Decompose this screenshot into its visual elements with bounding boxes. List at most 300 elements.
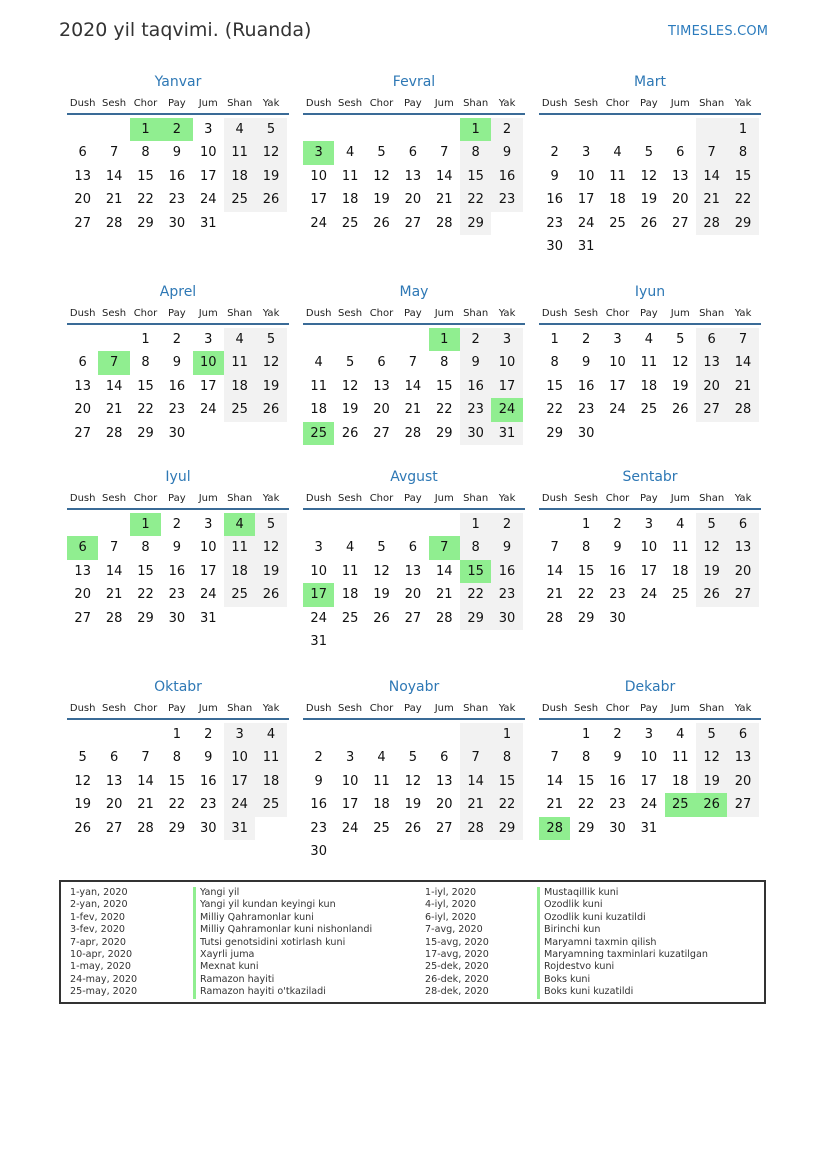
day-grid bbox=[67, 513, 289, 630]
weekday-label: Chor bbox=[133, 493, 158, 504]
day-cell: 20 bbox=[105, 797, 123, 813]
day-cell: 17 bbox=[199, 168, 217, 184]
day-cell: 25 bbox=[341, 215, 359, 231]
day-cell: 15 bbox=[137, 563, 154, 579]
day-cell: 23 bbox=[199, 797, 217, 813]
day-cell: 9 bbox=[204, 750, 213, 766]
day-cell: 6 bbox=[109, 750, 119, 766]
day-cell: 9 bbox=[491, 536, 522, 559]
day-cell: 11 bbox=[640, 355, 658, 371]
month-yanvar bbox=[67, 72, 289, 235]
weekday-label: Jum bbox=[198, 703, 218, 714]
day-cell: 3 bbox=[644, 727, 653, 742]
day-cell: 30 bbox=[609, 820, 626, 836]
empty-cell bbox=[334, 513, 365, 536]
holiday-day-cell: 25 bbox=[303, 422, 334, 445]
day-cell: 29 bbox=[460, 212, 491, 235]
weekday-label: Jum bbox=[434, 703, 454, 714]
day-cell: 8 bbox=[460, 536, 491, 559]
weekday-label: Chor bbox=[369, 98, 394, 109]
weekday-label: Jum bbox=[670, 493, 690, 504]
weekday-label: Pay bbox=[640, 703, 658, 714]
day-cell: 6 bbox=[408, 145, 417, 161]
legend-date: 28-dek, 2020 bbox=[425, 986, 489, 998]
day-cell: 13 bbox=[373, 378, 390, 394]
legend-date: 6-iyl, 2020 bbox=[425, 911, 477, 923]
day-cell: 15 bbox=[577, 563, 595, 579]
day-cell: 20 bbox=[74, 587, 91, 603]
legend-date: 7-avg, 2020 bbox=[425, 924, 483, 936]
day-cell: 26 bbox=[373, 215, 390, 231]
legend-holiday-name: Tutsi genotsidini xotirlash kuni bbox=[193, 937, 372, 949]
day-cell: 24 bbox=[640, 797, 658, 813]
day-cell: 28 bbox=[105, 215, 123, 231]
weekday-label: Sesh bbox=[338, 308, 363, 319]
weekday-label: Yak bbox=[262, 493, 280, 504]
weekday-label: Yak bbox=[498, 98, 516, 109]
empty-cell bbox=[366, 118, 397, 141]
month-name: Noyabr bbox=[388, 679, 440, 695]
legend-holiday-name: Ozodlik kuni kuzatildi bbox=[537, 912, 708, 924]
day-cell: 20 bbox=[671, 192, 689, 208]
weekday-label: Dush bbox=[69, 703, 96, 714]
day-cell: 24 bbox=[310, 215, 327, 231]
month-name: Yanvar bbox=[154, 74, 202, 90]
day-cell: 24 bbox=[341, 820, 359, 836]
day-cell: 20 bbox=[435, 797, 453, 813]
weekday-label: Pay bbox=[168, 308, 186, 319]
day-cell: 27 bbox=[404, 215, 422, 231]
legend-date: 4-iyl, 2020 bbox=[425, 899, 477, 911]
weekday-label: Yak bbox=[734, 98, 752, 109]
empty-cell bbox=[67, 118, 98, 141]
day-cell: 1 bbox=[491, 723, 522, 746]
day-cell: 23 bbox=[168, 192, 186, 208]
day-cell: 31 bbox=[199, 215, 217, 231]
month-name: Iyul bbox=[165, 469, 191, 485]
day-cell: 16 bbox=[546, 192, 563, 208]
weekday-label: Dush bbox=[541, 98, 568, 109]
legend-holiday-name: Xayrli juma bbox=[193, 949, 372, 961]
day-cell: 23 bbox=[168, 402, 186, 418]
weekday-label: Shan bbox=[463, 703, 489, 714]
day-cell: 24 bbox=[609, 402, 626, 418]
day-cell: 8 bbox=[141, 355, 150, 371]
day-cell: 6 bbox=[440, 750, 449, 766]
day-cell: 11 bbox=[671, 540, 689, 556]
day-cell: 22 bbox=[727, 188, 758, 211]
weekday-label: Yak bbox=[734, 493, 752, 504]
day-cell: 6 bbox=[696, 328, 727, 351]
day-cell: 19 bbox=[255, 165, 286, 188]
weekday-label: Shan bbox=[227, 703, 253, 714]
day-cell: 21 bbox=[404, 402, 422, 418]
day-cell: 4 bbox=[255, 723, 286, 746]
day-cell: 14 bbox=[546, 563, 563, 579]
day-cell: 2 bbox=[491, 118, 522, 141]
weekday-label: Dush bbox=[69, 98, 96, 109]
day-cell: 23 bbox=[546, 215, 563, 231]
day-cell: 21 bbox=[137, 797, 154, 813]
weekday-label: Chor bbox=[369, 308, 394, 319]
day-cell: 3 bbox=[224, 723, 255, 746]
month-avgust bbox=[303, 467, 525, 653]
day-cell: 15 bbox=[460, 165, 491, 188]
day-cell: 22 bbox=[435, 402, 453, 418]
legend-holiday-name: Mustaqillik kuni bbox=[537, 887, 708, 899]
weekday-label: Shan bbox=[699, 308, 725, 319]
day-cell: 19 bbox=[373, 192, 390, 208]
weekday-label: Dush bbox=[305, 703, 332, 714]
day-cell: 24 bbox=[577, 215, 595, 231]
day-cell: 9 bbox=[460, 351, 491, 374]
day-cell: 17 bbox=[199, 378, 217, 394]
day-cell: 5 bbox=[78, 750, 87, 766]
day-cell: 5 bbox=[696, 513, 727, 536]
holiday-day-cell: 1 bbox=[429, 328, 460, 351]
day-cell: 22 bbox=[460, 188, 491, 211]
day-cell: 23 bbox=[609, 587, 626, 603]
day-cell: 8 bbox=[172, 750, 181, 766]
weekday-label: Chor bbox=[605, 98, 630, 109]
holiday-day-cell: 15 bbox=[460, 560, 491, 583]
legend-date: 7-apr, 2020 bbox=[70, 936, 126, 948]
day-cell: 27 bbox=[696, 398, 727, 421]
day-cell: 13 bbox=[404, 563, 422, 579]
holiday-day-cell: 3 bbox=[303, 141, 334, 164]
day-cell: 8 bbox=[460, 141, 491, 164]
weekday-label: Shan bbox=[463, 98, 489, 109]
day-cell: 7 bbox=[408, 355, 417, 371]
day-cell: 2 bbox=[172, 517, 181, 532]
day-cell: 13 bbox=[435, 773, 453, 789]
day-cell: 1 bbox=[460, 513, 491, 536]
weekday-header bbox=[67, 97, 289, 115]
day-cell: 28 bbox=[435, 610, 453, 626]
legend-date: 10-apr, 2020 bbox=[70, 948, 133, 960]
holiday-day-cell: 1 bbox=[130, 513, 161, 536]
day-cell: 13 bbox=[105, 773, 123, 789]
day-cell: 4 bbox=[644, 332, 653, 347]
month-name: Mart bbox=[634, 74, 666, 90]
day-cell: 4 bbox=[613, 145, 622, 161]
day-cell: 27 bbox=[74, 215, 91, 231]
day-cell: 9 bbox=[613, 540, 622, 556]
weekday-header bbox=[303, 97, 525, 115]
day-cell: 6 bbox=[727, 723, 758, 746]
day-cell: 6 bbox=[727, 513, 758, 536]
weekday-label: Sesh bbox=[338, 703, 363, 714]
day-cell: 30 bbox=[460, 422, 491, 445]
legend-holiday-name: Boks kuni kuzatildi bbox=[537, 986, 708, 998]
weekday-header bbox=[303, 492, 525, 510]
day-cell: 1 bbox=[727, 118, 758, 141]
weekday-label: Pay bbox=[640, 98, 658, 109]
empty-cell bbox=[602, 118, 633, 141]
weekday-header bbox=[303, 307, 525, 325]
weekday-label: Pay bbox=[168, 98, 186, 109]
day-cell: 13 bbox=[74, 563, 91, 579]
day-cell: 15 bbox=[137, 168, 154, 184]
month-name: Dekabr bbox=[624, 679, 676, 695]
empty-cell bbox=[539, 513, 570, 536]
day-cell: 29 bbox=[137, 425, 154, 441]
weekday-label: Chor bbox=[133, 703, 158, 714]
legend-dates-left bbox=[70, 887, 137, 999]
legend-holiday-name: Ozodlik kuni bbox=[537, 899, 708, 911]
day-cell: 25 bbox=[609, 215, 626, 231]
weekday-label: Jum bbox=[434, 493, 454, 504]
day-cell: 1 bbox=[581, 517, 591, 532]
empty-cell bbox=[570, 118, 601, 141]
day-cell: 23 bbox=[491, 188, 522, 211]
weekday-label: Chor bbox=[133, 308, 158, 319]
month-name: May bbox=[399, 284, 429, 300]
day-cell: 28 bbox=[460, 817, 491, 840]
legend-dates-right bbox=[425, 887, 489, 999]
day-cell: 13 bbox=[74, 378, 91, 394]
legend-date: 17-avg, 2020 bbox=[425, 948, 489, 960]
day-cell: 2 bbox=[613, 517, 622, 532]
day-cell: 4 bbox=[676, 517, 685, 532]
legend-holiday-name: Ramazon hayiti bbox=[193, 974, 372, 986]
weekday-label: Dush bbox=[541, 308, 568, 319]
day-cell: 1 bbox=[581, 727, 591, 742]
month-name: Sentabr bbox=[622, 469, 678, 485]
day-cell: 18 bbox=[671, 773, 689, 789]
day-cell: 19 bbox=[696, 770, 727, 793]
weekday-label: Dush bbox=[305, 493, 332, 504]
month-name: Avgust bbox=[390, 469, 438, 485]
day-cell: 14 bbox=[404, 378, 422, 394]
weekday-label: Pay bbox=[168, 703, 186, 714]
weekday-header bbox=[67, 307, 289, 325]
day-cell: 20 bbox=[696, 375, 727, 398]
legend-holiday-name: Boks kuni bbox=[537, 974, 708, 986]
month-name: Aprel bbox=[159, 284, 197, 300]
day-cell: 29 bbox=[435, 425, 453, 441]
day-cell: 28 bbox=[435, 215, 453, 231]
day-cell: 18 bbox=[373, 797, 390, 813]
day-cell: 7 bbox=[696, 141, 727, 164]
page-title: 2020 yil taqvimi. (Ruanda) bbox=[59, 19, 312, 41]
weekday-label: Yak bbox=[734, 308, 752, 319]
weekday-header bbox=[67, 492, 289, 510]
day-cell: 13 bbox=[74, 168, 91, 184]
day-cell: 12 bbox=[696, 746, 727, 769]
day-cell: 11 bbox=[671, 750, 689, 766]
day-cell: 16 bbox=[168, 563, 186, 579]
weekday-label: Pay bbox=[404, 703, 422, 714]
day-cell: 4 bbox=[224, 328, 255, 351]
day-cell: 19 bbox=[341, 402, 359, 418]
day-cell: 9 bbox=[172, 355, 181, 371]
empty-cell bbox=[397, 118, 428, 141]
day-cell: 31 bbox=[224, 817, 255, 840]
day-cell: 4 bbox=[314, 355, 323, 371]
day-cell: 16 bbox=[609, 773, 626, 789]
day-cell: 25 bbox=[224, 583, 255, 606]
day-cell: 11 bbox=[255, 746, 286, 769]
day-cell: 21 bbox=[105, 192, 123, 208]
empty-cell bbox=[98, 328, 129, 351]
day-cell: 30 bbox=[168, 610, 186, 626]
day-cell: 8 bbox=[581, 540, 591, 556]
day-cell: 12 bbox=[255, 536, 286, 559]
day-cell: 21 bbox=[105, 402, 123, 418]
day-cell: 3 bbox=[204, 332, 213, 347]
day-cell: 2 bbox=[172, 332, 181, 347]
weekday-header bbox=[303, 702, 525, 720]
day-cell: 10 bbox=[577, 168, 595, 184]
legend-date: 26-dek, 2020 bbox=[425, 973, 489, 985]
day-cell: 31 bbox=[199, 610, 217, 626]
holiday-day-cell: 24 bbox=[491, 398, 522, 421]
day-cell: 5 bbox=[345, 355, 355, 371]
legend-names-right bbox=[537, 887, 708, 999]
day-cell: 22 bbox=[577, 797, 595, 813]
day-cell: 2 bbox=[314, 750, 323, 766]
day-cell: 10 bbox=[224, 746, 255, 769]
day-cell: 7 bbox=[460, 746, 491, 769]
day-cell: 15 bbox=[491, 770, 522, 793]
day-cell: 20 bbox=[727, 770, 758, 793]
holiday-day-cell: 6 bbox=[67, 536, 98, 559]
weekday-label: Jum bbox=[198, 493, 218, 504]
day-cell: 9 bbox=[491, 141, 522, 164]
month-fevral bbox=[303, 72, 525, 235]
day-cell: 12 bbox=[373, 168, 390, 184]
day-cell: 22 bbox=[137, 192, 154, 208]
day-cell: 22 bbox=[137, 402, 154, 418]
weekday-label: Sesh bbox=[102, 493, 127, 504]
day-cell: 7 bbox=[109, 540, 119, 556]
legend-date: 25-dek, 2020 bbox=[425, 961, 489, 973]
day-cell: 12 bbox=[255, 351, 286, 374]
weekday-header bbox=[539, 702, 761, 720]
month-may bbox=[303, 282, 525, 445]
day-cell: 23 bbox=[491, 583, 522, 606]
day-cell: 10 bbox=[491, 351, 522, 374]
day-cell: 12 bbox=[404, 773, 422, 789]
day-cell: 19 bbox=[74, 797, 91, 813]
weekday-label: Sesh bbox=[102, 98, 127, 109]
day-cell: 18 bbox=[255, 770, 286, 793]
day-cell: 15 bbox=[727, 165, 758, 188]
day-cell: 29 bbox=[460, 607, 491, 630]
day-cell: 30 bbox=[310, 843, 327, 859]
day-cell: 24 bbox=[640, 587, 658, 603]
brand-link[interactable]: TIMESLES.COM bbox=[668, 24, 769, 39]
legend-holiday-name: Mexnat kuni bbox=[193, 961, 372, 973]
day-cell: 20 bbox=[74, 402, 91, 418]
day-cell: 4 bbox=[377, 750, 386, 766]
day-cell: 2 bbox=[613, 727, 622, 742]
weekday-label: Pay bbox=[404, 308, 422, 319]
day-cell: 10 bbox=[341, 773, 359, 789]
day-cell: 19 bbox=[373, 587, 390, 603]
holiday-day-cell: 10 bbox=[193, 351, 224, 374]
day-cell: 17 bbox=[609, 378, 626, 394]
month-aprel bbox=[67, 282, 289, 445]
weekday-label: Jum bbox=[198, 308, 218, 319]
day-cell: 21 bbox=[105, 587, 123, 603]
day-cell: 16 bbox=[168, 378, 186, 394]
day-cell: 17 bbox=[577, 192, 595, 208]
day-cell: 22 bbox=[137, 587, 154, 603]
day-cell: 1 bbox=[172, 727, 181, 742]
legend-date: 3-fev, 2020 bbox=[70, 924, 126, 936]
day-cell: 24 bbox=[224, 793, 255, 816]
day-cell: 29 bbox=[491, 817, 522, 840]
legend-date: 15-avg, 2020 bbox=[425, 936, 489, 948]
day-cell: 29 bbox=[137, 610, 154, 626]
day-cell: 22 bbox=[491, 793, 522, 816]
day-cell: 27 bbox=[404, 610, 422, 626]
weekday-label: Chor bbox=[605, 493, 630, 504]
day-cell: 26 bbox=[74, 820, 91, 836]
legend-holiday-name: Milliy Qahramonlar kuni nishonlandi bbox=[193, 924, 372, 936]
day-cell: 22 bbox=[168, 797, 186, 813]
day-cell: 29 bbox=[168, 820, 186, 836]
day-cell: 29 bbox=[727, 212, 758, 235]
legend-date: 24-may, 2020 bbox=[70, 973, 138, 985]
day-grid bbox=[67, 118, 289, 235]
weekday-label: Pay bbox=[640, 308, 658, 319]
day-cell: 26 bbox=[373, 610, 390, 626]
day-cell: 27 bbox=[727, 583, 758, 606]
day-grid bbox=[539, 723, 761, 840]
weekday-label: Yak bbox=[498, 703, 516, 714]
legend-holiday-name: Rojdestvo kuni bbox=[537, 961, 708, 973]
day-cell: 5 bbox=[377, 540, 386, 556]
day-cell: 28 bbox=[727, 398, 758, 421]
day-cell: 4 bbox=[345, 540, 355, 556]
day-cell: 12 bbox=[255, 141, 286, 164]
weekday-label: Jum bbox=[670, 98, 690, 109]
holiday-day-cell: 28 bbox=[539, 817, 570, 840]
empty-cell bbox=[397, 723, 428, 746]
weekday-label: Sesh bbox=[102, 308, 127, 319]
day-cell: 21 bbox=[460, 793, 491, 816]
day-cell: 3 bbox=[345, 750, 355, 766]
weekday-label: Yak bbox=[262, 703, 280, 714]
weekday-label: Jum bbox=[434, 308, 454, 319]
day-cell: 15 bbox=[168, 773, 186, 789]
day-cell: 2 bbox=[460, 328, 491, 351]
day-cell: 11 bbox=[224, 536, 255, 559]
day-cell: 10 bbox=[310, 168, 327, 184]
day-cell: 17 bbox=[640, 773, 658, 789]
legend-holiday-name: Maryamning taxminlari kuzatilgan bbox=[537, 949, 708, 961]
day-cell: 26 bbox=[255, 398, 286, 421]
day-cell: 31 bbox=[491, 422, 522, 445]
day-cell: 16 bbox=[199, 773, 217, 789]
weekday-label: Shan bbox=[227, 98, 253, 109]
day-grid bbox=[539, 513, 761, 630]
weekday-label: Yak bbox=[498, 493, 516, 504]
weekday-label: Sesh bbox=[574, 98, 599, 109]
day-cell: 14 bbox=[137, 773, 154, 789]
holiday-legend bbox=[59, 880, 766, 1004]
day-cell: 14 bbox=[727, 351, 758, 374]
day-cell: 8 bbox=[141, 540, 150, 556]
day-cell: 18 bbox=[341, 192, 359, 208]
day-cell: 6 bbox=[408, 540, 417, 556]
weekday-label: Sesh bbox=[574, 308, 599, 319]
day-cell: 1 bbox=[550, 332, 559, 347]
day-cell: 21 bbox=[435, 587, 453, 603]
